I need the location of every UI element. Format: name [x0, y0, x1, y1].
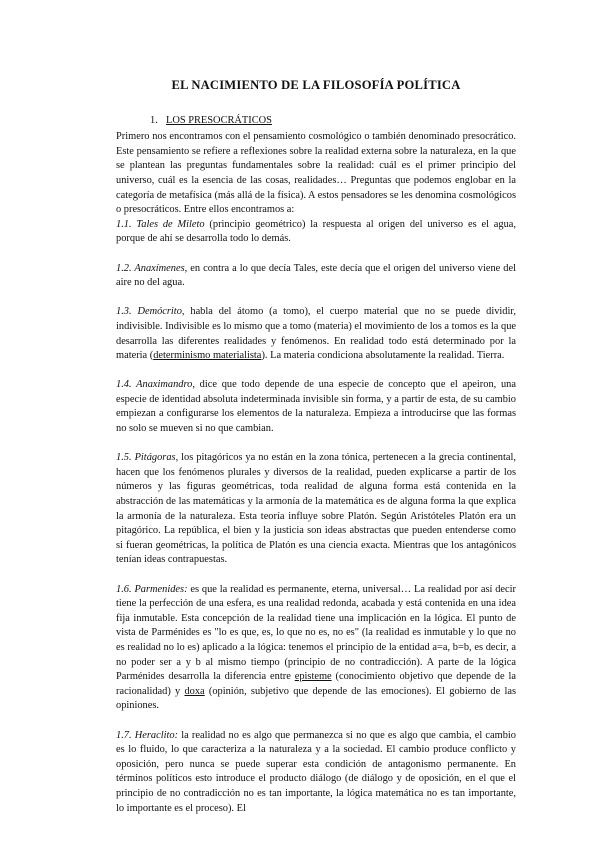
item-text-end: ). La materia condiciona absolutamente la realidad. Tierra. — [261, 350, 505, 362]
determinismo-term: determinismo materialista — [153, 350, 262, 362]
section-label: LOS PRESOCRÁTICOS — [166, 114, 272, 126]
item-name: 1.5. Pitágoras — [116, 452, 176, 464]
item-tales — [116, 218, 516, 247]
item-name: 1.3. Demócrito — [116, 306, 182, 318]
item-name: 1.7. Heraclito: — [116, 729, 179, 741]
item-text-end: (opinión, subjetivo que depende de las emociones). El gobierno de las opiniones. — [116, 685, 516, 712]
page-title: EL NACIMIENTO DE LA FILOSOFÍA POLÍTICA — [171, 78, 461, 92]
doxa-term: doxa — [184, 685, 205, 697]
item-democrito — [116, 305, 516, 363]
item-name: 1.2. Anaxímenes — [116, 262, 185, 274]
episteme-term: episteme — [294, 671, 332, 683]
item-name: 1.1. Tales de Mileto — [116, 218, 205, 230]
section-number: 1. — [150, 114, 158, 126]
item-text: , dice que todo depende de una especie de concepto que el apeiron, una especie de identidad absoluta indeterminada invisible sin forma, y a partir de esta, de su cambio empiezan a configurarse los elementos de la naturaleza. Empieza a introducirse que las formas no solo se mueven si no que cambian. — [116, 379, 516, 435]
item-heraclito — [116, 729, 516, 817]
item-text: la realidad no es algo que permanezca si no que es algo que cambia, el cambio es lo fluido, lo que caracteriza a la naturaleza y a la sociedad. El cambio produce conflicto y oposición, pero nunca se puede superar esta condición de antagonismo permanente. En términos políticos esto introduce el producto diálogo (de diálogo y de oposición, en el que el principio de no contradicción no es tan importante, la lógica matemática no es tan importante, lo importante es el proceso). El — [116, 729, 516, 814]
item-parmenides — [116, 583, 516, 714]
item-name: 1.4. Anaximandro — [116, 379, 193, 391]
item-anaximenes — [116, 262, 516, 291]
item-text: , los pitagóricos ya no están en la zona tónica, pertenecen a la grecia continental, hacen que los fenómenos plurales y diversos de la realidad, pueden explicarse a partir de los números y las figuras geométricas, toda realidad de alguna forma está contenida en la abstracción de las matemáticas y la armonía de la matemática es de alguna forma la que explica la armonía de la naturaleza. Esta teoría influye sobre Platón. Según Aristóteles Platón era un pitagórico. La república, el bien y la justicia son ideas abstractas que pueden entenderse como si fueran geométricas, la política de Platón es una ciencia exacta. Mientras que los antagónicos tenían ideas contrapuestas. — [116, 452, 516, 566]
item-text: , en contra a lo que decía Tales, este decía que el origen del universo viene del aire no del agua. — [116, 262, 516, 289]
item-text: (principio geométrico) la respuesta al origen del universo es el agua, porque de ahí se desarrolla todo lo demás. — [116, 218, 517, 245]
item-text-middle: (conocimiento objetivo que depende de la racionalidad) y — [116, 671, 516, 697]
item-text: , habla del átomo (a tomo), el cuerpo material que no se puede dividir, indivisible. Indivisible es lo mismo que a tomo (materia) el movimiento de los a tomos es la que desarrolla las diferentes realidades y fenómenos. En realidad todo está determinado por la materia ( — [116, 306, 517, 362]
intro-paragraph: Primero nos encontramos con el pensamiento cosmológico o también denominado presocrático. Este pensamiento se refiere a reflexiones sobre la realidad externa sobre la naturaleza, en la que se plantean las preguntas fundamentales sobre la realidad: cuál es el primer principio del universo, cuál es la esencia de las cosas, realidades… Preguntas que podemos englobar en la categoría de metafísica (más allá de la física). A estos pensadores se les denomina cosmológicos o presocráticos. Entre ellos encontramos a: — [116, 131, 516, 216]
item-text: es que la realidad es permanente, eterna, universal… La realidad por así decir tiene la perfección de una esfera, es una realidad redonda, acabada y está contenida en una idea fija inmutable. Esta concepción de la realidad tiene una implicación en la lógica. El punto de vista de Parménides es "lo es que, es, lo que no es, no es" (la realidad es inmutable y lo que no es realidad no lo es) aplicado a la lógica: tenemos el principio de la entidad a=a, b=b, es decir, a no poder ser a y b al mismo tiempo (principio de no contradicción). A parte de la lógica Parménides desarrolla la diferencia entre — [116, 583, 517, 683]
item-name: 1.6. Parmenides: — [116, 583, 188, 595]
item-pitagoras — [116, 451, 516, 568]
item-anaximandro — [116, 378, 516, 436]
section-heading — [116, 114, 516, 129]
